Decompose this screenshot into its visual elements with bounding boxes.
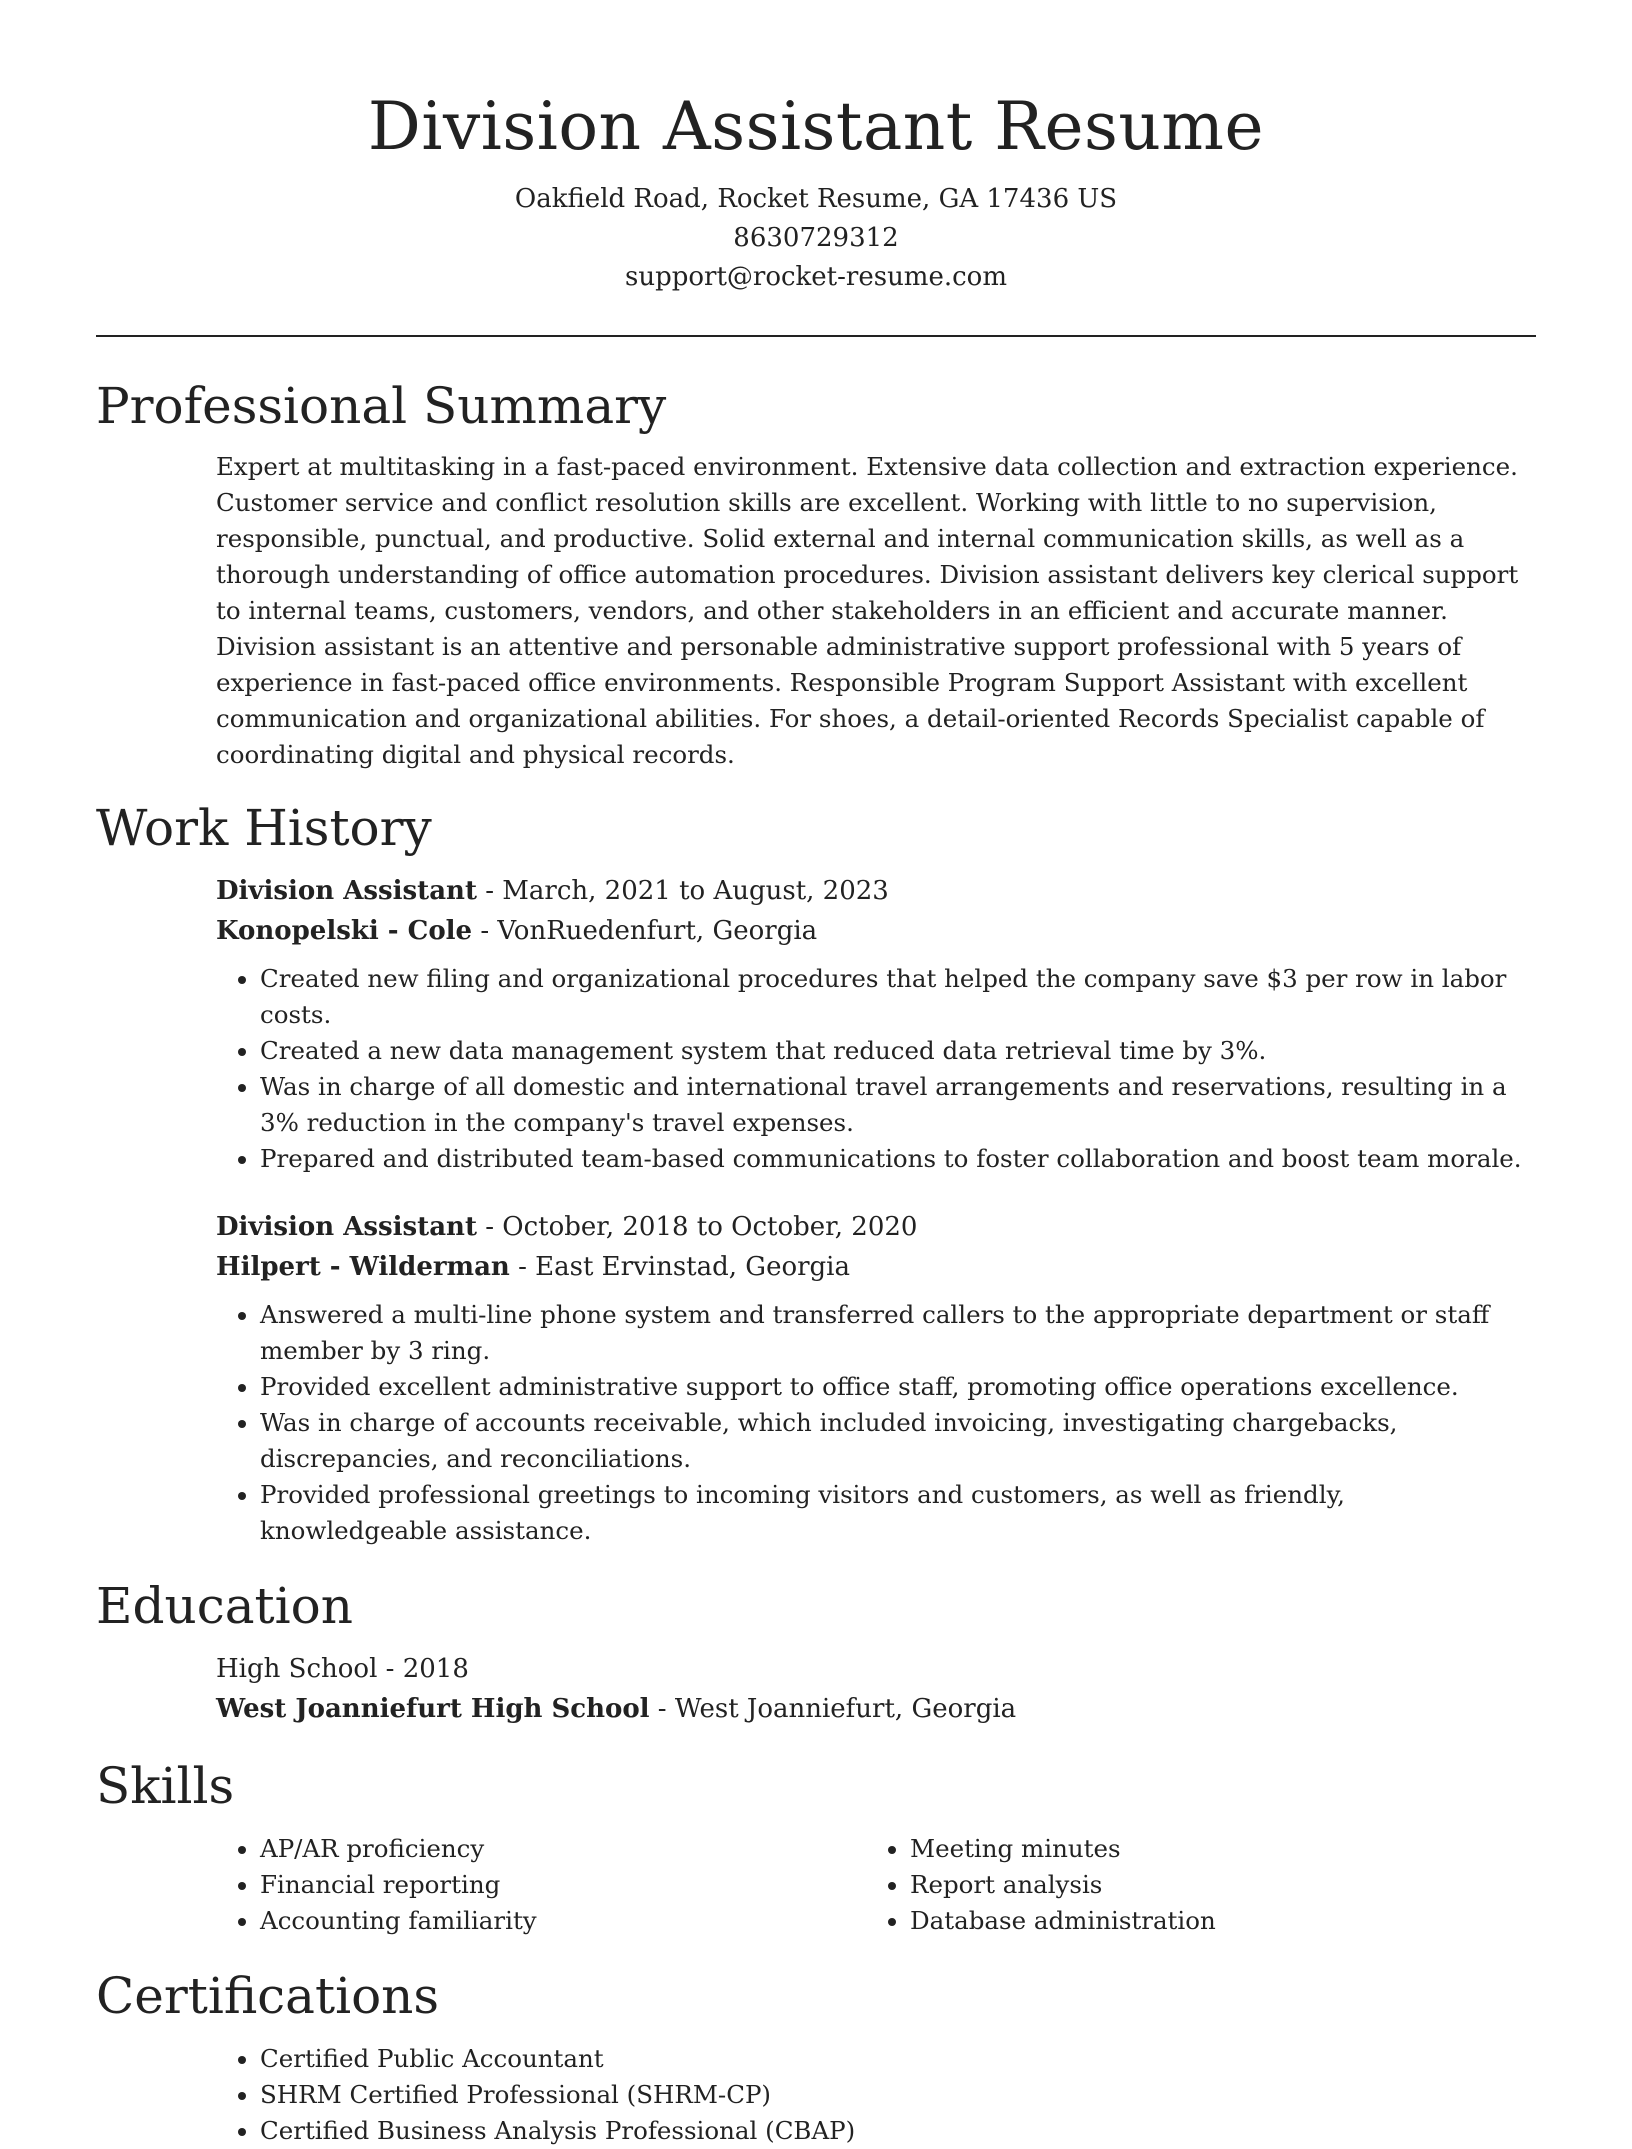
certifications-section — [96, 1961, 1536, 2149]
job-bullet: • Provided excellent administrative support to office staff, promoting office operations excellence. — [260, 1369, 1536, 1405]
job-bullets — [216, 1297, 1536, 1549]
education-year: - 2018 — [377, 1654, 469, 1684]
certification-item: • Certified Business Analysis Professional (CBAP) — [260, 2113, 1536, 2149]
job-location: - East Ervinstad, Georgia — [509, 1252, 850, 1282]
skill-item: • Database administration — [910, 1903, 1516, 1939]
certification-item: • Certified Public Accountant — [260, 2041, 1536, 2077]
job-company: Konopelski - Cole — [216, 916, 473, 946]
summary-text: Expert at multitasking in a fast-paced environment. Extensive data collection and extraction experience. Customer service and conflict resolution skills are excellent. Working with little to no supervision, responsible, punctual, and productive. Solid external and internal communication skills, as well as a thorough understanding of office automation procedures. Division assistant delivers key clerical support to internal teams, customers, vendors, and other stakeholders in an efficient and accurate manner. Division assistant is an attentive and personable administrative support professional with 5 years of experience in fast-paced office environments. Responsible Program Support Assistant with excellent communication and organizational abilities. For shoes, a detail-oriented Records Specialist capable of coordinating digital and physical records. — [216, 452, 1519, 769]
job-role: Division Assistant — [216, 876, 477, 906]
resume-title: Division Assistant Resume — [367, 88, 1265, 165]
summary-section — [96, 371, 1536, 773]
skills-heading: Skills — [96, 1757, 235, 1815]
certifications-list — [216, 2041, 1536, 2149]
job-bullet: • Created a new data management system that reduced data retrieval time by 3%. — [260, 1033, 1536, 1069]
job-location: - VonRuedenfurt, Georgia — [472, 916, 818, 946]
job-role: Division Assistant — [216, 1212, 477, 1242]
job-dates: - October, 2018 to October, 2020 — [476, 1212, 918, 1242]
skills-list — [216, 1831, 866, 1939]
job-bullet: • Prepared and distributed team-based communications to foster collaboration and boost team morale. — [260, 1141, 1536, 1177]
education-degree: High School — [216, 1654, 378, 1684]
education-heading: Education — [96, 1577, 353, 1635]
skills-column-left — [216, 1831, 866, 1939]
job-entry — [216, 1207, 1536, 1549]
contact-address: Oakfield Road, Rocket Resume, GA 17436 US — [514, 184, 1118, 214]
job-company-line — [216, 911, 1536, 951]
education-location: - West Joanniefurt, Georgia — [649, 1694, 1017, 1724]
job-company: Hilpert - Wilderman — [216, 1252, 510, 1282]
education-section — [96, 1571, 1536, 1729]
job-bullet: • Created new filing and organizational procedures that helped the company save $3 per row in labor costs. — [260, 961, 1536, 1033]
job-dates: - March, 2021 to August, 2023 — [476, 876, 889, 906]
resume-header — [96, 0, 1536, 297]
education-school: West Joanniefurt High School — [216, 1694, 650, 1724]
education-degree-line — [216, 1649, 1536, 1689]
certifications-heading: Certifications — [96, 1967, 440, 2025]
header-divider — [96, 335, 1536, 337]
job-bullet: • Was in charge of accounts receivable, which included invoicing, investigating chargebacks, discrepancies, and reconciliations. — [260, 1405, 1536, 1477]
skill-item: • Meeting minutes — [910, 1831, 1516, 1867]
contact-phone: 8630729312 — [733, 223, 899, 253]
job-company-line — [216, 1247, 1536, 1287]
work-history-section — [96, 793, 1536, 1549]
skill-item: • Report analysis — [910, 1867, 1516, 1903]
skills-grid — [216, 1831, 1536, 1939]
summary-heading: Professional Summary — [96, 377, 667, 435]
contact-email: support@rocket-resume.com — [624, 262, 1007, 292]
education-school-line — [216, 1689, 1536, 1729]
skills-list — [866, 1831, 1516, 1939]
skill-item: • Accounting familiarity — [260, 1903, 866, 1939]
skills-section — [96, 1751, 1536, 1939]
skill-item: • Financial reporting — [260, 1867, 866, 1903]
job-role-line — [216, 871, 1536, 911]
job-bullet: • Answered a multi-line phone system and transferred callers to the appropriate department or staff member by 3 ring. — [260, 1297, 1536, 1369]
job-role-line — [216, 1207, 1536, 1247]
job-entry — [216, 871, 1536, 1177]
job-bullets — [216, 961, 1536, 1177]
certification-item: • SHRM Certified Professional (SHRM-CP) — [260, 2077, 1536, 2113]
skill-item: • AP/AR proficiency — [260, 1831, 866, 1867]
job-bullet: • Was in charge of all domestic and international travel arrangements and reservations, resulting in a 3% reduction in the company's travel expenses. — [260, 1069, 1536, 1141]
work-history-heading: Work History — [96, 799, 432, 857]
job-bullet: • Provided professional greetings to incoming visitors and customers, as well as friendly, knowledgeable assistance. — [260, 1477, 1536, 1549]
skills-column-right — [866, 1831, 1516, 1939]
